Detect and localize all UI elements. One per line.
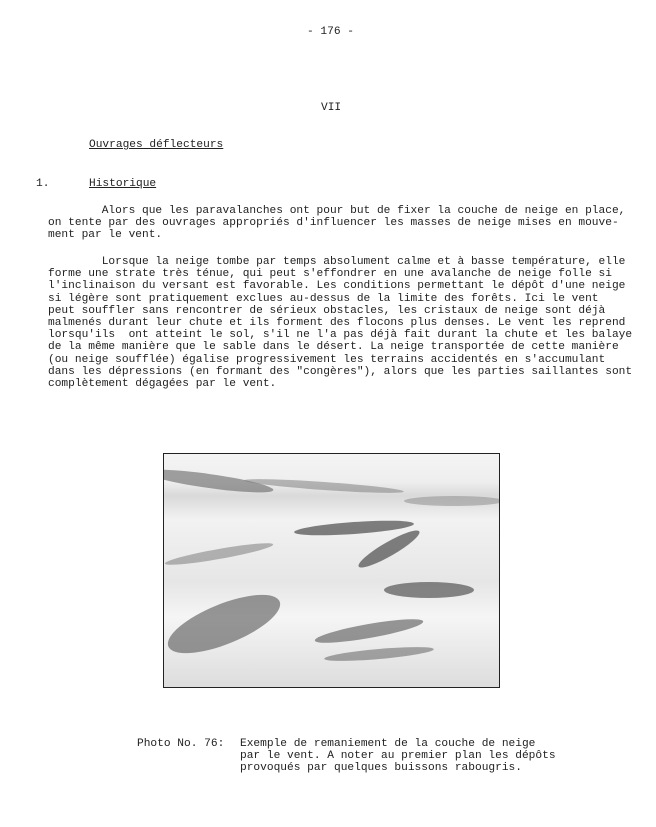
caption-label: Photo No. 76: xyxy=(137,738,225,750)
text-line: dans les dépressions (en formant des "congères"), alors que les parties saillantes sont xyxy=(48,365,633,378)
subsection-title: Historique xyxy=(89,178,157,190)
text-line: malmenés durant leur chute et ils forment des flocons plus denses. Le vent les reprend xyxy=(48,317,626,330)
text-line: (ou neige soufflée) égalise progressivement les terrains accidentés en s'accumulant xyxy=(48,353,606,366)
caption-line: par le vent. A noter au premier plan les dépôts xyxy=(240,750,556,762)
snow-landscape-photo xyxy=(163,453,500,688)
text-line: peut souffler sans rencontrer de sérieux obstacles, les cristaux de neige sont déjà xyxy=(48,304,606,317)
subsection-number: 1. xyxy=(36,178,50,190)
text-line: ment par le vent. xyxy=(48,229,163,242)
section-title: Ouvrages déflecteurs xyxy=(89,139,224,151)
text-line: on tente par des ouvrages appropriés d'influencer les masses de neige mises en mouve- xyxy=(48,217,619,230)
text-line: l'inclinaison du versant est favorable. Les conditions permettant le dépôt d'une neige xyxy=(48,280,626,293)
text-line: si légère sont pratiquement exclues au-dessus de la limite des forêts. Ici le vent xyxy=(48,292,599,305)
text-line: complètement dégagées par le vent. xyxy=(48,378,277,391)
text-line: lorsqu'ils ont atteint le sol, s'il ne l'a pas déjà fait durant la chute et les balaye xyxy=(48,329,633,342)
paragraph-2 xyxy=(48,256,633,391)
caption-line: provoqués par quelques buissons rabougris. xyxy=(240,762,522,774)
chapter-number: VII xyxy=(321,102,342,114)
text-line: Lorsque la neige tombe par temps absolument calme et à basse température, elle xyxy=(48,256,626,268)
text-line: forme une strate très ténue, qui peut s'effondrer en une avalanche de neige folle si xyxy=(48,268,612,281)
page-number: - 176 - xyxy=(307,26,354,38)
caption-line: Exemple de remaniement de la couche de neige xyxy=(240,738,536,750)
text-line: de la même manière que le sable dans le désert. La neige transportée de cette manière xyxy=(48,341,619,354)
text-line: Alors que les paravalanches ont pour but de fixer la couche de neige en place, xyxy=(48,205,626,217)
paragraph-1 xyxy=(48,205,628,242)
